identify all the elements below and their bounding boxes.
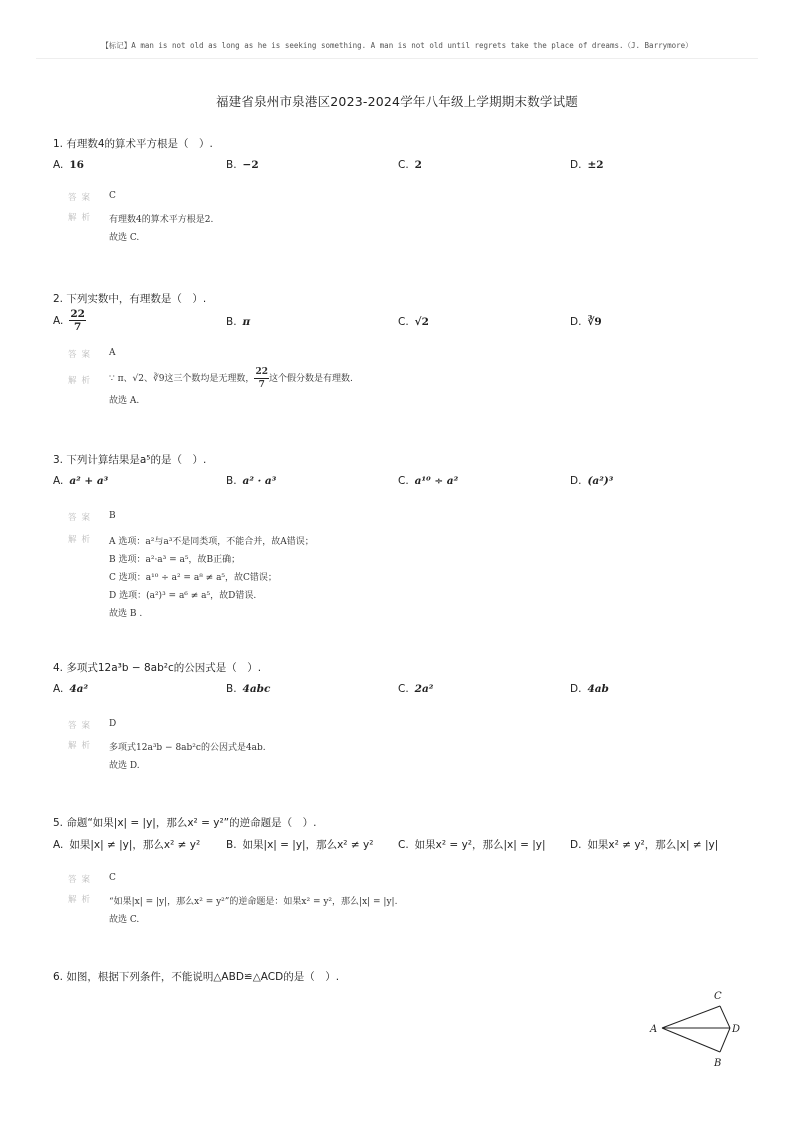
- explanation-label: 解析: [68, 376, 96, 386]
- question-stem: 4. 多项式12a³b − 8ab²c的公因式是（ ）.: [53, 662, 262, 674]
- explanation-label: 解析: [68, 741, 96, 751]
- option-c[interactable]: C. √2: [398, 316, 429, 328]
- option-b[interactable]: B. a² · a³: [226, 475, 277, 487]
- options-row: [53, 837, 753, 859]
- answer-block: [53, 185, 753, 251]
- answer-block: [53, 709, 753, 775]
- options-row: [53, 159, 753, 181]
- option-a[interactable]: A. 4a²: [53, 683, 89, 695]
- option-a[interactable]: A. a² + a³: [53, 475, 109, 487]
- question-4: [53, 661, 753, 775]
- question-stem: 2. 下列实数中，有理数是（ ）.: [53, 293, 207, 305]
- label-a: A: [650, 1024, 658, 1035]
- answer-value: D: [109, 719, 117, 729]
- page-title: 福建省泉州市泉港区2023-2024学年八年级上学期期末数学试题: [215, 94, 579, 109]
- explanation-text: “如果|x| = |y|，那么x² = y²”的逆命题是：如果x² = y²，那么|x| = |y|. 故选 C.: [109, 897, 398, 925]
- triangle-figure: [648, 988, 748, 1070]
- question-5: [53, 816, 753, 929]
- explanation-label: 解析: [68, 535, 96, 545]
- option-c[interactable]: C. 如果x² = y²，那么|x| = |y|: [398, 839, 546, 851]
- answer-value: C: [109, 873, 116, 883]
- header-quote: 【标记】A man is not old as long as he is seeking something. A man is not old until regrets take the place of dreams.（J. Barrymore）: [101, 41, 693, 50]
- option-d[interactable]: D. ±2: [570, 159, 604, 171]
- answer-block: [53, 346, 753, 422]
- explanation-text: 有理数4的算术平方根是2. 故选 C.: [109, 215, 214, 243]
- question-2: [53, 292, 753, 422]
- answer-value: A: [109, 348, 116, 358]
- explanation-text: ∵ π、√2、∛9这三个数均是无理数， $\frac{22}{7}$ 这个假分数是有理数. 故选 A.: [109, 367, 353, 406]
- answer-block: [53, 863, 753, 929]
- question-3: [53, 453, 753, 627]
- option-d[interactable]: D. 如果x² ≠ y²，那么|x| ≠ |y|: [570, 839, 719, 851]
- answer-label: 答案: [68, 350, 96, 360]
- answer-label: 答案: [68, 193, 96, 203]
- answer-value: C: [109, 191, 116, 201]
- options-row: [53, 475, 753, 497]
- segment-ab: [662, 1028, 720, 1052]
- question-stem: 5. 命题“如果|x| = |y|，那么x² = y²”的逆命题是（ ）.: [53, 817, 317, 829]
- answer-value: B: [109, 511, 116, 521]
- option-a[interactable]: A. 16: [53, 159, 84, 171]
- label-d: D: [732, 1024, 741, 1035]
- question-1: [53, 137, 753, 251]
- answer-label: 答案: [68, 875, 96, 885]
- fraction: $\frac{22}{7}$: [70, 308, 85, 333]
- option-a[interactable]: A. $\frac{22}{7}$: [53, 308, 85, 333]
- option-b[interactable]: B. π: [226, 316, 251, 328]
- label-c: C: [714, 991, 722, 1002]
- options-row: [53, 683, 753, 705]
- option-d[interactable]: D. ∛9: [570, 316, 602, 328]
- explanation-label: 解析: [68, 213, 96, 223]
- options-row: [53, 308, 753, 342]
- segment-cd: [720, 1006, 730, 1028]
- question-stem: 6. 如图，根据下列条件，不能说明△ABD≌△ACD的是（ ）.: [53, 971, 340, 983]
- option-d[interactable]: D. 4ab: [570, 683, 609, 695]
- option-b[interactable]: B. 如果|x| = |y|，那么x² ≠ y²: [226, 839, 374, 851]
- option-b[interactable]: B. 4abc: [226, 683, 271, 695]
- question-stem: 3. 下列计算结果是a⁵的是（ ）.: [53, 454, 207, 466]
- question-stem: 1. 有理数4的算术平方根是（ ）.: [53, 138, 213, 150]
- answer-block: [53, 501, 753, 627]
- option-a[interactable]: A. 如果|x| ≠ |y|，那么x² ≠ y²: [53, 839, 201, 851]
- option-c[interactable]: C. 2a²: [398, 683, 434, 695]
- option-c[interactable]: C. 2: [398, 159, 422, 171]
- header-divider: [36, 58, 758, 59]
- option-b[interactable]: B. −2: [226, 159, 259, 171]
- answer-label: 答案: [68, 513, 96, 523]
- segment-bd: [720, 1028, 730, 1052]
- question-6: [53, 970, 753, 984]
- option-c[interactable]: C. a¹⁰ ÷ a²: [398, 475, 459, 487]
- segment-ac: [662, 1006, 720, 1028]
- explanation-text: A 选项：a²与a³不是同类项，不能合并，故A错误； B 选项：a²·a³ = a⁵，故B正确； C 选项：a¹⁰ ÷ a² = a⁸ ≠ a⁵，故C错误； D 选项：(a²)³ = a⁶ ≠ a⁵，故D错误. 故选 B .: [109, 537, 314, 619]
- explanation-label: 解析: [68, 895, 96, 905]
- answer-label: 答案: [68, 721, 96, 731]
- explanation-text: 多项式12a³b − 8ab²c的公因式是4ab. 故选 D.: [109, 743, 266, 771]
- option-d[interactable]: D. (a²)³: [570, 475, 614, 487]
- label-b: B: [714, 1058, 722, 1069]
